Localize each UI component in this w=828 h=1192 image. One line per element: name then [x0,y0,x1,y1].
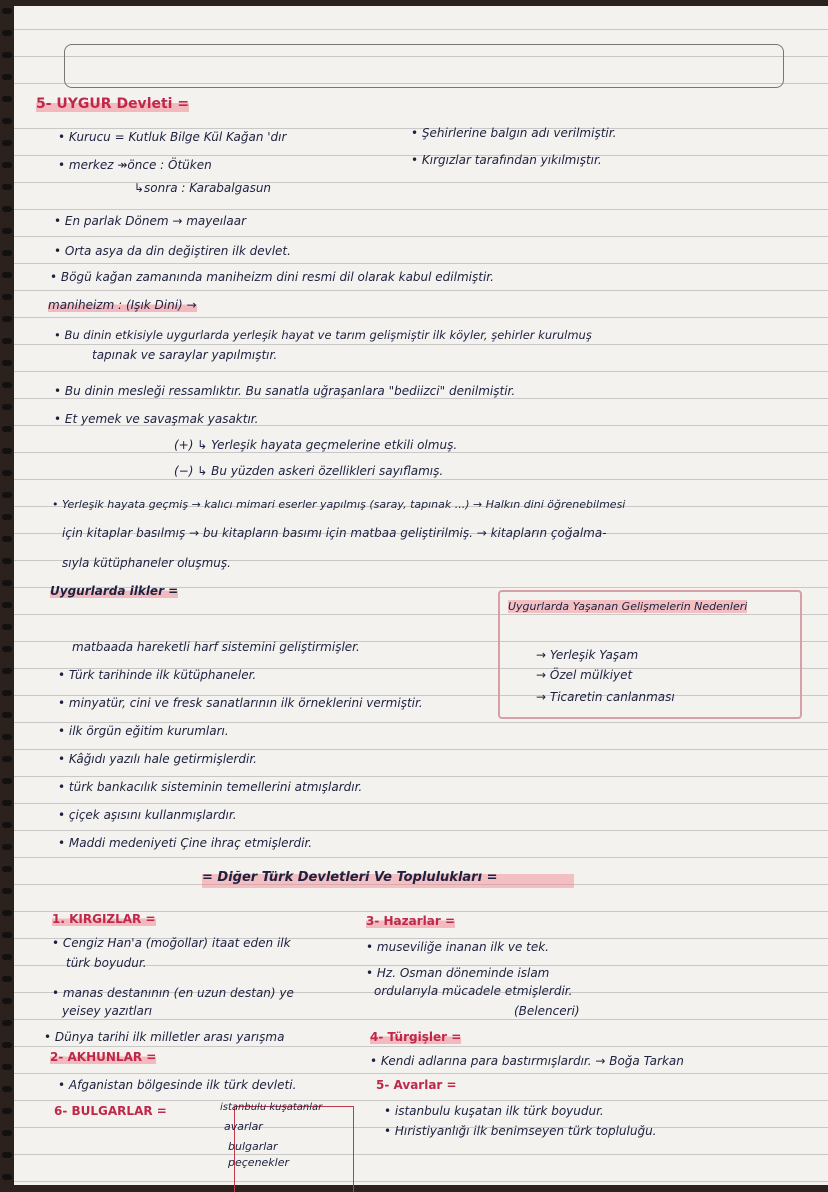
binding-hole [2,426,12,432]
hazar-heading: 3- Hazarlar = [366,914,456,928]
first-banking: • türk bankacılık sisteminin temellerini atmışlardır. [58,780,363,794]
binding-hole [2,668,12,674]
line-profession: • Bu dinin mesleği ressamlıktır. Bu sanatla uğraşanlara "bediizci" denilmiştir. [54,384,516,398]
binding-hole [2,206,12,212]
box-title: Uygurlarda Yaşanan Gelişmelerin Nedenleri [508,600,748,613]
notebook-page [14,6,828,1185]
bulgar-1: istanbulu kuşatanlar [220,1102,323,1113]
binding-hole [2,338,12,344]
binding-hole [2,492,12,498]
binding-hole [2,8,12,14]
binding-hole [2,602,12,608]
binding-hole [2,976,12,982]
first-miniature: • minyatür, cini ve fresk sanatlarının ilk örneklerini vermiştir. [58,696,423,710]
line-negative: (−) ↳ Bu yüzden askeri özellikleri sayıflamış. [174,464,444,478]
hazar-1: • museviliğe inanan ilk ve tek. [366,940,549,954]
turgis-heading: 4- Türgişler = [370,1030,462,1044]
line-bogu: • Bögü kağan zamanında maniheizm dini resmi dil olarak kabul edilmiştir. [50,270,494,284]
binding-hole [2,1064,12,1070]
line-settled: • Yerleşik hayata geçmiş → kalıcı mimari eserler yapılmış (saray, tapınak ...) → Halkın dini öğrenebilmesi [52,498,626,511]
binding-hole [2,1042,12,1048]
binding-hole [2,646,12,652]
hazar-4: (Belenceri) [514,1004,580,1018]
line-books: için kitaplar basılmış → bu kitapların basımı için matbaa geliştirilmiş. → kitapların çoğalma- [62,526,607,540]
line-golden-age: • En parlak Dönem → mayeılaar [54,214,247,228]
avar-1: • istanbulu kuşatan ilk türk boyudur. [384,1104,604,1118]
first-vaccine: • çiçek aşısını kullanmışlardır. [58,808,237,822]
binding-hole [2,1020,12,1026]
kirgiz-5: • Dünya tarihi ilk milletler arası yarışma [44,1030,285,1044]
line-capital-later: ↳sonra : Karabalgasun [134,181,272,195]
binding-hole [2,1174,12,1180]
kirgiz-2: türk boyudur. [66,956,147,970]
first-education: • ilk örgün eğitim kurumları. [58,724,229,738]
binding-hole [2,74,12,80]
turgis-1: • Kendi adlarına para bastırmışlardır. → Boğa Tarkan [370,1054,684,1068]
line-effect: • Bu dinin etkisiyle uygurlarda yerleşik hayat ve tarım gelişmiştir ilk köyler, şehirler kurulmuş [54,328,592,342]
avar-2: • Hıristiyanlığı ilk benimseyen türk topluluğu. [384,1124,657,1138]
binding-hole [2,954,12,960]
heading: 5- UYGUR Devleti = [36,96,190,112]
note-right-1: • Şehirlerine balgın adı verilmiştir. [411,126,617,140]
binding-hole [2,272,12,278]
binding-hole [2,1152,12,1158]
line-religion-change: • Orta asya da din değiştiren ilk devlet. [54,244,291,258]
binding-hole [2,250,12,256]
hazar-3: ordularıyla mücadele etmişlerdir. [374,984,573,998]
binding-hole [2,30,12,36]
binding-hole [2,96,12,102]
binding-hole [2,162,12,168]
binding-hole [2,822,12,828]
binding-hole [2,404,12,410]
binding-hole [2,910,12,916]
binding-hole [2,536,12,542]
binding-hole [2,866,12,872]
binding-hole [2,448,12,454]
binding-hole [2,558,12,564]
firsts-heading: Uygurlarda ilkler = [50,584,179,598]
kirgiz-4: yeisey yazıtları [62,1004,153,1018]
line-founder: • Kurucu = Kutluk Bilge Kül Kağan 'dır [58,130,287,144]
kirgiz-3: • manas destanının (en uzun destan) ye [52,986,294,1000]
binding-hole [2,382,12,388]
avar-heading: 5- Avarlar = [376,1078,457,1092]
binding-hole [2,778,12,784]
bulgar-3: bulgarlar [228,1140,278,1153]
first-export: • Maddi medeniyeti Çine ihraç etmişlerdir. [58,836,313,850]
binding-hole [2,316,12,322]
line-libraries: sıyla kütüphaneler oluşmuş. [62,556,231,570]
center-title: = Diğer Türk Devletleri Ve Toplulukları = [202,870,498,885]
binding-hole [2,734,12,740]
binding-hole [2,624,12,630]
box-item-3: → Ticaretin canlanması [536,690,675,704]
binding-hole [2,756,12,762]
kirgiz-heading: 1. KIRGIZLAR = [52,912,156,926]
akhun-1: • Afganistan bölgesinde ilk türk devleti. [58,1078,297,1092]
line-capital: • merkez ↠önce : Ötüken [58,158,212,172]
hazar-2: • Hz. Osman döneminde islam [366,966,550,980]
binding-hole [2,228,12,234]
binding-hole [2,470,12,476]
binding-hole [2,1130,12,1136]
binding-hole [2,118,12,124]
line-manichaeism: maniheizm : (Işık Dini) → [48,298,197,312]
bulgar-4: peçenekler [228,1156,290,1169]
binding-hole [2,998,12,1004]
binding-hole [2,712,12,718]
bulgar-2: avarlar [224,1120,263,1133]
binding-hole [2,844,12,850]
binding-hole [2,52,12,58]
binding-hole [2,140,12,146]
kirgiz-1: • Cengiz Han'a (moğollar) itaat eden ilk [52,936,291,950]
box-item-1: → Yerleşik Yaşam [536,648,639,662]
first-paper: • Kâğıdı yazılı hale getirmişlerdir. [58,752,257,766]
binding-hole [2,514,12,520]
causes-box [498,590,802,719]
binding-hole [2,800,12,806]
binding-hole [2,690,12,696]
binding-hole [2,580,12,586]
bulgar-heading: 6- BULGARLAR = [54,1104,167,1118]
binding-hole [2,360,12,366]
binding-hole [2,184,12,190]
akhun-heading: 2- AKHUNLAR = [50,1050,157,1064]
line-prohibited: • Et yemek ve savaşmak yasaktır. [54,412,259,426]
first-libraries: • Türk tarihinde ilk kütüphaneler. [58,668,257,682]
first-printing: matbaada hareketli harf sistemini geliştirmişler. [72,640,360,654]
spiral-binding [0,0,14,1185]
line-positive: (+) ↳ Yerleşik hayata geçmelerine etkili olmuş. [174,438,458,452]
box-item-2: → Özel mülkiyet [536,668,633,682]
note-right-2: • Kırgızlar tarafından yıkılmıştır. [411,153,602,167]
binding-hole [2,888,12,894]
title-box [64,44,784,88]
binding-hole [2,1108,12,1114]
binding-hole [2,932,12,938]
binding-hole [2,1086,12,1092]
binding-hole [2,294,12,300]
line-effect-2: tapınak ve saraylar yapılmıştır. [92,348,278,362]
